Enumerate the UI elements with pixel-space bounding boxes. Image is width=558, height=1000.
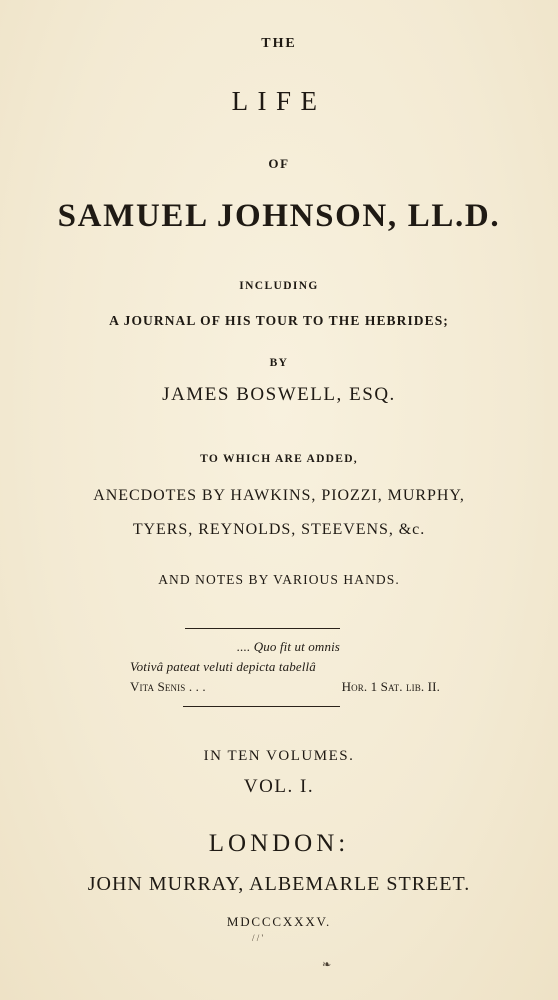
- title-of: OF: [268, 156, 290, 171]
- imprint-year: MDCCCXXXV.: [226, 914, 332, 929]
- title-added: TO WHICH ARE ADDED,: [200, 453, 358, 465]
- title-author: JAMES BOSWELL, ESQ.: [162, 384, 396, 405]
- imprint-publisher: JOHN MURRAY, ALBEMARLE STREET.: [87, 873, 471, 895]
- epigraph-line1: .... Quo fit ut omnis: [236, 639, 340, 654]
- title-subject: SAMUEL JOHNSON, LL.D.: [57, 198, 501, 234]
- epigraph-line2: Votivâ pateat veluti depicta tabellâ: [130, 659, 316, 674]
- title-life: LIFE: [231, 86, 327, 116]
- imprint-city: LONDON:: [208, 830, 350, 857]
- title-by: BY: [269, 357, 289, 369]
- epigraph-attribution-left: Vita Senis . . .: [130, 679, 206, 694]
- ornament-mark: ❧: [322, 959, 332, 971]
- divider-top: [185, 628, 340, 629]
- divider-bottom: [183, 706, 340, 707]
- title-the: THE: [261, 36, 297, 51]
- imprint-volumes: IN TEN VOLUMES.: [203, 748, 355, 764]
- title-anecdotes-line1: ANECDOTES BY HAWKINS, PIOZZI, MURPHY,: [93, 487, 465, 504]
- epigraph-attribution-right: Hor. 1 Sat. lib. II.: [341, 679, 440, 694]
- imprint-volume: VOL. I.: [243, 776, 315, 797]
- title-anecdotes-line2: TYERS, REYNOLDS, STEEVENS, &c.: [132, 521, 426, 538]
- title-notes: AND NOTES BY VARIOUS HANDS.: [158, 572, 400, 587]
- title-journal: A JOURNAL OF HIS TOUR TO THE HEBRIDES;: [109, 313, 449, 328]
- title-including: INCLUDING: [239, 280, 319, 292]
- pencil-mark: / / ': [252, 933, 264, 943]
